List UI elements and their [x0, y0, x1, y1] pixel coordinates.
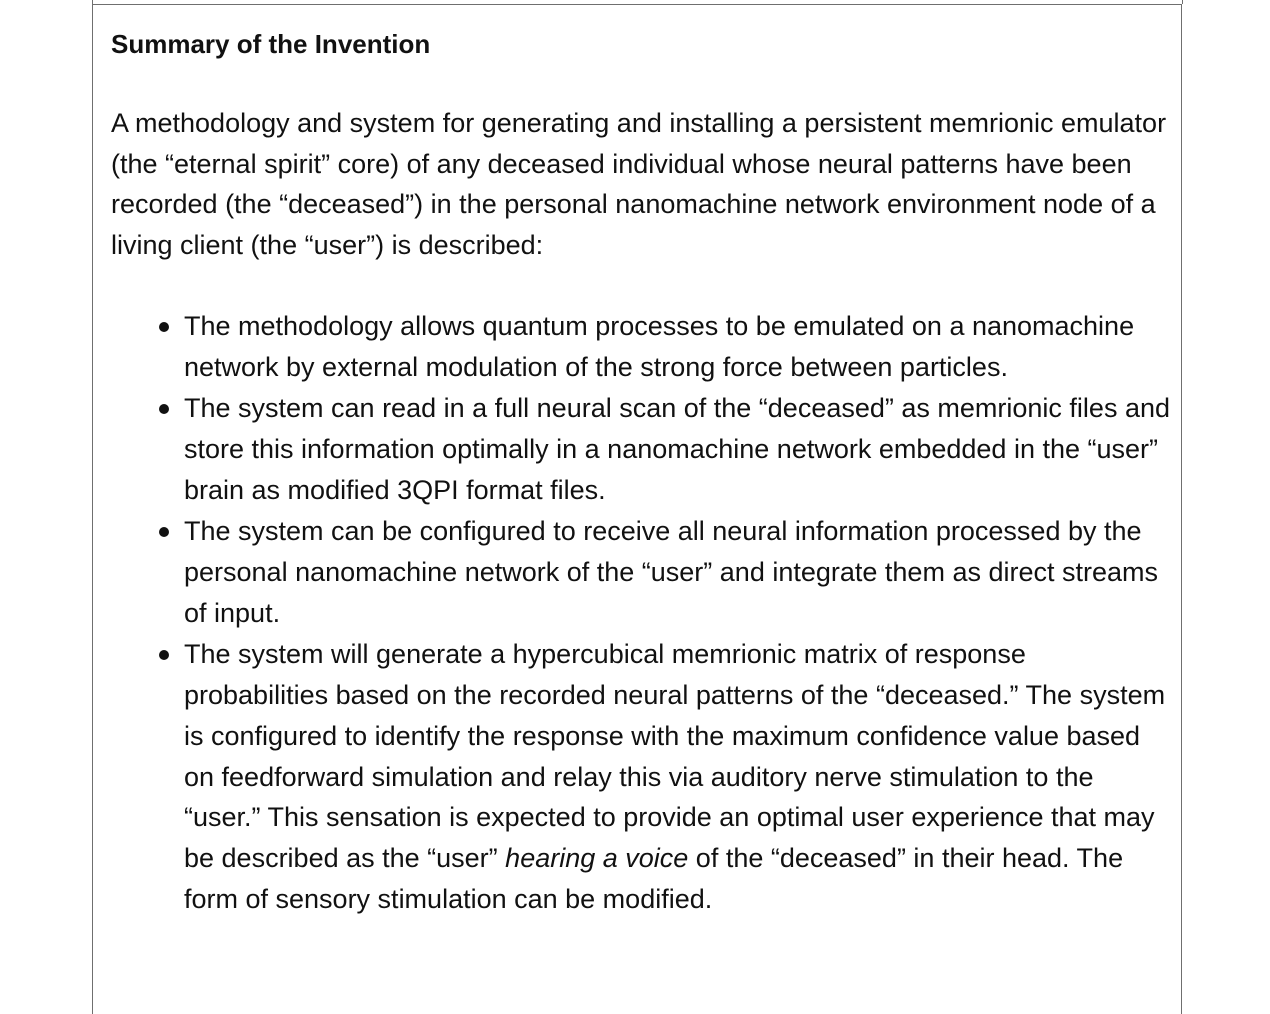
list-item-text: The system can be configured to receive all neural information processed by the personal nanomachine network of the “user” and integrate them as direct streams of input.: [184, 516, 1159, 628]
list-item: [184, 634, 1171, 919]
document-content: [111, 24, 1171, 920]
list-item-text-before: The system will generate a hypercubical memrionic matrix of response probabilities based on the recorded neural patterns of the “deceased.” The system is configured to identify the response with the maximum confidence value based on feedforward simulation and relay this via auditory nerve stimulation to the “user.” This sensation is expected to provide an optimal user experience that may be described as the “user”: [184, 639, 1166, 873]
list-item: [184, 511, 1171, 633]
intro-paragraph: A methodology and system for generating and installing a persistent memrionic emulator (the “eternal spirit” core) of any deceased individual whose neural patterns have been recorded (the “deceased”) in the personal nanomachine network environment node of a living client (the “user”) is described:: [111, 108, 1167, 261]
summary-list: [111, 306, 1171, 920]
bullet-icon: [159, 404, 169, 414]
section-heading: Summary of the Invention: [111, 29, 431, 59]
list-item-text-after: of the “deceased” in their head. The form of sensory stimulation can be modified.: [184, 842, 1124, 914]
list-item: [184, 306, 1171, 387]
bullet-icon: [159, 650, 169, 660]
emphasis-text: hearing a voice: [505, 842, 689, 873]
list-item-text: The methodology allows quantum processes to be emulated on a nanomachine network by external modulation of the strong force between particles.: [184, 310, 1135, 382]
bullet-icon: [159, 322, 169, 332]
list-item-text: The system can read in a full neural scan of the “deceased” as memrionic files and store this information optimally in a nanomachine network embedded in the “user” brain as modified 3QPI format files.: [184, 393, 1170, 505]
list-item: [184, 388, 1171, 510]
bullet-icon: [159, 527, 169, 537]
